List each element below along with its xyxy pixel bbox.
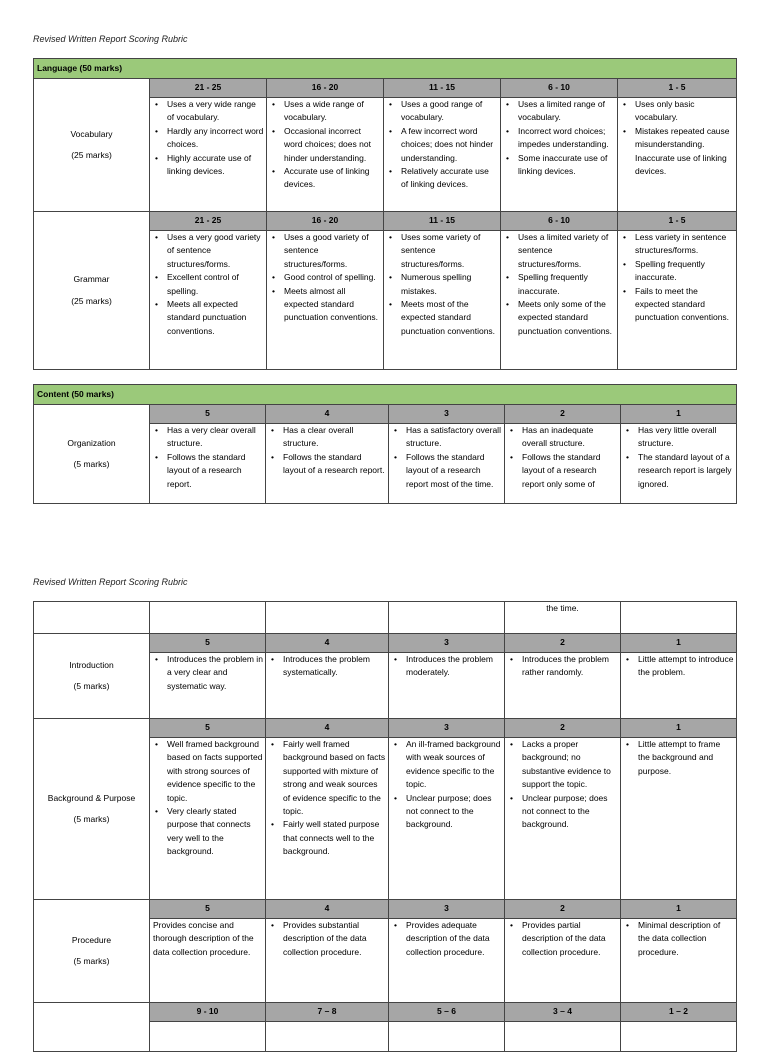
score-band: 7 – 8 <box>266 1003 389 1022</box>
score-band: 5 <box>150 634 266 653</box>
criterion-name: Organization <box>67 437 116 448</box>
descriptor-text: Provides concise and thorough description of the data collection procedure. <box>153 920 254 957</box>
score-band: 11 - 15 <box>384 79 501 98</box>
grammar-criterion <box>34 212 150 370</box>
descriptor-item: • Incorrect word choices; impedes understanding. <box>504 125 615 152</box>
score-band: 2 <box>505 719 621 738</box>
descriptor-cell <box>267 231 384 370</box>
descriptor-item: • Follows the standard layout of a research report only some of <box>508 451 618 491</box>
score-band: 4 <box>266 634 389 653</box>
descriptor-item: • Provides substantial description of the data collection procedure. <box>269 919 386 959</box>
descriptor-item: • Spelling frequently inaccurate. <box>621 258 734 285</box>
descriptor-item: • Has a satisfactory overall structure. <box>392 424 502 451</box>
descriptor-cell <box>621 424 737 504</box>
score-band: 3 <box>389 719 505 738</box>
score-band: 21 - 25 <box>150 212 267 231</box>
criterion-name: Procedure <box>71 934 112 945</box>
descriptor-item: • Relatively accurate use of linking devices. <box>387 165 498 192</box>
descriptor-cell <box>505 424 621 504</box>
descriptor-item: • Very clearly stated purpose that connects very well to the background. <box>153 805 263 859</box>
descriptor-item: • Mistakes repeated cause misunderstanding. Inaccurate use of linking devices. <box>621 125 734 179</box>
descriptor-item: • Introduces the problem in a very clear and systematic way. <box>153 653 263 693</box>
descriptor-item: • Numerous spelling mistakes. <box>387 271 498 298</box>
descriptor-item: • Lacks a proper background; no substantive evidence to support the topic. <box>508 738 618 792</box>
descriptor-item: • Provides partial description of the data collection procedure. <box>508 919 618 959</box>
score-band: 3 <box>389 405 505 424</box>
descriptor-item: • Introduces the problem moderately. <box>392 653 502 680</box>
descriptor-cell <box>618 231 737 370</box>
descriptor-item: • Some inaccurate use of linking devices. <box>504 152 615 179</box>
descriptor-item: • Introduces the problem rather randomly. <box>508 653 618 680</box>
score-band: 16 - 20 <box>267 212 384 231</box>
score-band: 1 <box>621 900 737 919</box>
descriptor-item: • Minimal description of the data collection procedure. <box>624 919 734 959</box>
score-band: 2 <box>505 405 621 424</box>
descriptor-item: • Follows the standard layout of a research report. <box>153 451 263 491</box>
descriptor-cell <box>505 653 621 719</box>
criterion-name: Grammar <box>73 274 110 285</box>
descriptor-item: • Occasional incorrect word choices; does not hinder understanding. <box>270 125 381 165</box>
descriptor-cell <box>389 738 505 900</box>
descriptor-cell <box>621 653 737 719</box>
descriptor-item: • Hardly any incorrect word choices. <box>153 125 264 152</box>
score-band: 2 <box>505 634 621 653</box>
descriptor-cell <box>150 231 267 370</box>
language-table <box>33 58 737 370</box>
criterion-marks: (5 marks) <box>73 459 110 469</box>
descriptor-item: • Fails to meet the expected standard punctuation conventions. <box>621 285 734 325</box>
descriptor-cell <box>505 738 621 900</box>
descriptor-cell <box>266 738 389 900</box>
background-criterion <box>34 719 150 900</box>
descriptor-item: • Meets most of the expected standard punctuation conventions. <box>387 298 498 338</box>
criterion-name: Vocabulary <box>70 128 113 139</box>
descriptor-cell <box>150 738 266 900</box>
descriptor-cell <box>618 98 737 212</box>
score-band: 21 - 25 <box>150 79 267 98</box>
score-band: 1 - 5 <box>618 212 737 231</box>
score-band: 5 <box>150 719 266 738</box>
descriptor-item: • Unclear purpose; does not connect to the background. <box>392 792 502 832</box>
descriptor-cell <box>505 919 621 1003</box>
descriptor-cell <box>389 919 505 1003</box>
descriptor-item: • Fairly well stated purpose that connects well to the background. <box>269 818 386 858</box>
descriptor-cell <box>266 653 389 719</box>
descriptor-item: • Uses some variety of sentence structures/forms. <box>387 231 498 271</box>
descriptor-item: • Highly accurate use of linking devices. <box>153 152 264 179</box>
page-header: Revised Written Report Scoring Rubric <box>33 577 188 587</box>
descriptor-item: • Has very little overall structure. <box>624 424 734 451</box>
score-band: 11 - 15 <box>384 212 501 231</box>
criterion-name: Introduction <box>69 659 114 670</box>
descriptor-item: • Has a very clear overall structure. <box>153 424 263 451</box>
descriptor-item: • Well framed background based on facts supported with strong sources of evidence specific to the topic. <box>153 738 263 805</box>
descriptor-cell <box>621 738 737 900</box>
descriptor-item: • Uses a good range of vocabulary. <box>387 98 498 125</box>
organization-criterion <box>34 405 150 504</box>
score-band: 3 – 4 <box>505 1003 621 1022</box>
procedure-criterion <box>34 900 150 1003</box>
descriptor-cell <box>389 424 505 504</box>
descriptor-item: • Uses a wide range of vocabulary. <box>270 98 381 125</box>
score-band: 5 – 6 <box>389 1003 505 1022</box>
descriptor-item: • Little attempt to frame the background and purpose. <box>624 738 734 778</box>
descriptor-item: • Uses a very wide range of vocabulary. <box>153 98 264 125</box>
score-band: 6 - 10 <box>501 212 618 231</box>
descriptor-cell <box>266 919 389 1003</box>
score-band: 16 - 20 <box>267 79 384 98</box>
descriptor-item: • Meets almost all expected standard punctuation conventions. <box>270 285 381 325</box>
descriptor-item: • Unclear purpose; does not connect to the background. <box>508 792 618 832</box>
content-table-continued <box>33 601 737 1052</box>
descriptor-item: • A few incorrect word choices; does not hinder understanding. <box>387 125 498 165</box>
criterion-marks: (25 marks) <box>71 295 112 306</box>
score-band: 4 <box>266 719 389 738</box>
descriptor-item: • Little attempt to introduce the problem. <box>624 653 734 680</box>
descriptor-item: • Uses only basic vocabulary. <box>621 98 734 125</box>
descriptor-item: • Less variety in sentence structures/forms. <box>621 231 734 258</box>
descriptor-item: • Meets all expected standard punctuation conventions. <box>153 298 264 338</box>
descriptor-item: • Uses a very good variety of sentence structures/forms. <box>153 231 264 271</box>
descriptor-item: • Follows the standard layout of a research report most of the time. <box>392 451 502 491</box>
score-band: 1 <box>621 634 737 653</box>
score-band: 1 - 5 <box>618 79 737 98</box>
score-band: 3 <box>389 900 505 919</box>
page-header: Revised Written Report Scoring Rubric <box>33 34 188 44</box>
language-section-title: Language (50 marks) <box>34 59 737 79</box>
descriptor-cell <box>266 424 389 504</box>
criterion-marks: (25 marks) <box>71 150 112 160</box>
descriptor-cell <box>389 653 505 719</box>
descriptor-item: • The standard layout of a research report is largely ignored. <box>624 451 734 491</box>
descriptor-cell <box>501 98 618 212</box>
descriptor-cell <box>150 424 266 504</box>
descriptor-item: • Provides adequate description of the data collection procedure. <box>392 919 502 959</box>
score-band: 1 <box>621 405 737 424</box>
descriptor-cell <box>150 653 266 719</box>
criterion-name: Background & Purpose <box>47 792 136 803</box>
descriptor-item: • Accurate use of linking devices. <box>270 165 381 192</box>
descriptor-cell <box>501 231 618 370</box>
descriptor-item: • Follows the standard layout of a research report. <box>269 451 386 478</box>
score-band: 6 - 10 <box>501 79 618 98</box>
next-criterion <box>34 1003 150 1052</box>
descriptor-item: • Excellent control of spelling. <box>153 271 264 298</box>
vocabulary-criterion <box>34 79 150 212</box>
descriptor-cell <box>150 98 267 212</box>
score-band: 9 - 10 <box>150 1003 266 1022</box>
descriptor-item: • Uses a good variety of sentence structures/forms. <box>270 231 381 271</box>
score-band: 1 <box>621 719 737 738</box>
descriptor-item: • Has an inadequate overall structure. <box>508 424 618 451</box>
descriptor-item: • An ill-framed background with weak sources of evidence specific to the topic. <box>392 738 502 792</box>
descriptor-cell <box>384 231 501 370</box>
score-band: 2 <box>505 900 621 919</box>
descriptor-item: • Introduces the problem systematically. <box>269 653 386 680</box>
descriptor-item: • Meets only some of the expected standard punctuation conventions. <box>504 298 615 338</box>
score-band: 5 <box>150 405 266 424</box>
content-table <box>33 384 737 504</box>
descriptor-item: • Fairly well framed background based on facts supported with mixture of strong and weak sources of evidence specific to the topic. <box>269 738 386 818</box>
descriptor-cell <box>384 98 501 212</box>
descriptor-cell <box>621 919 737 1003</box>
criterion-marks: (5 marks) <box>73 956 110 966</box>
descriptor-item: • Uses a limited variety of sentence structures/forms. <box>504 231 615 271</box>
score-band: 1 – 2 <box>621 1003 737 1022</box>
continued-text: the time. <box>505 602 621 634</box>
content-section-title: Content (50 marks) <box>34 385 737 405</box>
introduction-criterion <box>34 634 150 719</box>
descriptor-cell <box>150 919 266 1003</box>
descriptor-item: • Has a clear overall structure. <box>269 424 386 451</box>
score-band: 3 <box>389 634 505 653</box>
score-band: 5 <box>150 900 266 919</box>
descriptor-cell <box>267 98 384 212</box>
descriptor-item: • Good control of spelling. <box>270 271 381 284</box>
criterion-marks: (5 marks) <box>73 814 110 824</box>
score-band: 4 <box>266 900 389 919</box>
descriptor-item: • Uses a limited range of vocabulary. <box>504 98 615 125</box>
score-band: 4 <box>266 405 389 424</box>
descriptor-item: • Spelling frequently inaccurate. <box>504 271 615 298</box>
criterion-marks: (5 marks) <box>73 681 110 691</box>
